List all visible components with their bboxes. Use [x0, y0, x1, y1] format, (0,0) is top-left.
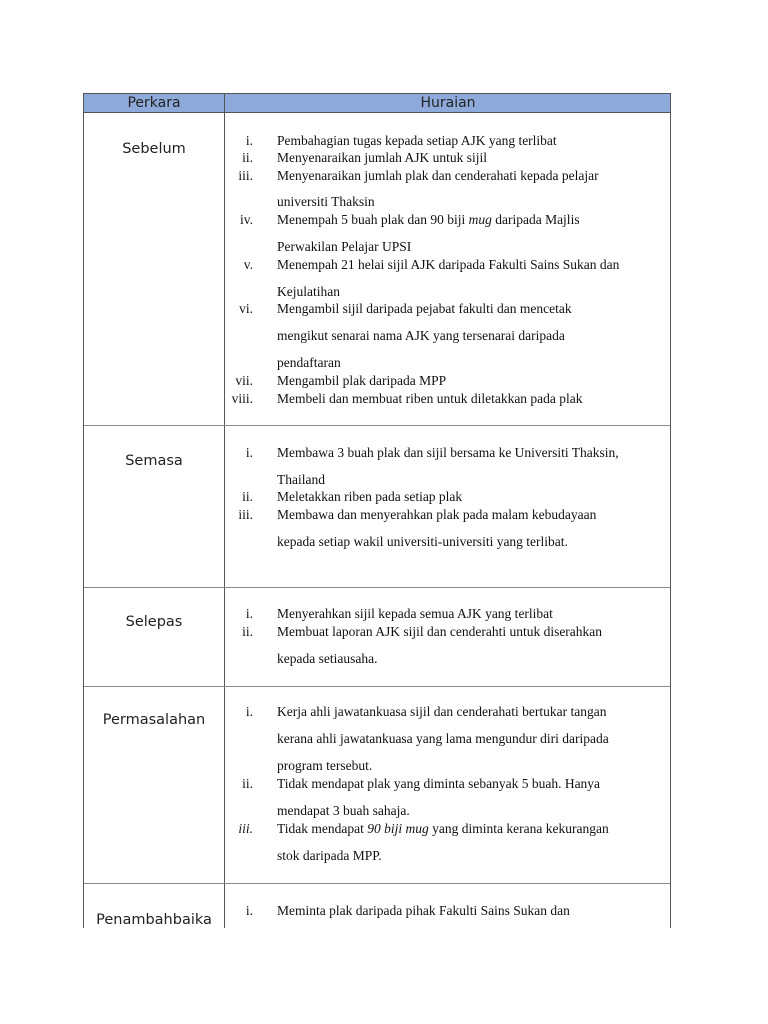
header-huraian: Huraian	[225, 94, 671, 113]
category-label: Semasa	[125, 453, 183, 469]
row-penambahbaikan: Penambahbaika i. Meminta plak daripada pihak Fakulti Sains Sukan dan	[84, 884, 670, 928]
list-item-continuation: mengikut senarai nama AJK yang tersenarai daripada	[277, 328, 565, 343]
row-semasa: Semasa i. Membawa 3 buah plak dan sijil bersama ke Universiti Thaksin, Thailand ii. Meletakkan riben pada setiap plak iii. Membawa dan menyerahkan plak pada malam kebudayaan kepada setiap wakil universiti-universiti yang terlibat.	[84, 426, 670, 588]
header-perkara: Perkara	[84, 94, 225, 113]
category-label: Permasalahan	[102, 712, 206, 728]
list-item-continuation: program tersebut.	[277, 758, 373, 773]
list-item-continuation: kerana ahli jawatankuasa yang lama mengundur diri daripada	[277, 731, 609, 746]
list-item-continuation: stok daripada MPP.	[277, 848, 382, 863]
list-item-continuation: pendaftaran	[277, 355, 341, 370]
report-table	[83, 93, 671, 928]
category-label: Sebelum	[122, 141, 186, 157]
row-sebelum: Sebelum i. Pembahagian tugas kepada setiap AJK yang terlibat ii. Menyenaraikan jumlah AJK untuk sijil iii. Menyenaraikan jumlah plak dan cenderahati kepada pelajar universiti Thaksin iv. Menempah 5 buah plak dan 90 biji mug daripada Majlis Perwakilan Pelajar UPSI v. Menempah 21 helai sijil AJK daripada Fakulti Sains Sukan dan Kejulatihan vi. Mengambil sijil daripada pejabat fakulti dan mencetak mengikut senarai nama AJK yang tersenarai daripada pendaftaran vii. Mengambil plak daripada MPP viii. Membeli dan membuat riben untuk diletakkan pada plak	[84, 113, 670, 426]
list-item-continuation: Thailand	[277, 472, 325, 487]
category-label: Selepas	[125, 614, 183, 630]
list-item-continuation: kepada setiausaha.	[277, 651, 378, 666]
list-item-continuation: Perwakilan Pelajar UPSI	[277, 239, 412, 254]
category-label: Penambahbaika	[96, 912, 212, 928]
list-item-continuation: universiti Thaksin	[277, 194, 375, 209]
row-selepas: Selepas i. Menyerahkan sijil kepada semua AJK yang terlibat ii. Membuat laporan AJK sijil dan cenderahti untuk diserahkan kepada setiausaha.	[84, 588, 670, 687]
list-item-continuation: kepada setiap wakil universiti-universiti yang terlibat.	[277, 534, 568, 549]
row-permasalahan: Permasalahan i. Kerja ahli jawatankuasa sijil dan cenderahati bertukar tangan kerana ahli jawatankuasa yang lama mengundur diri daripada program tersebut. ii. Tidak mendapat plak yang diminta sebanyak 5 buah. Hanya mendapat 3 buah sahaja. iii. Tidak mendapat 90 biji mug yang diminta kerana kekurangan stok daripada MPP.	[84, 687, 670, 884]
list-item-continuation: Kejulatihan	[277, 284, 340, 299]
list-item-continuation: mendapat 3 buah sahaja.	[277, 803, 410, 818]
